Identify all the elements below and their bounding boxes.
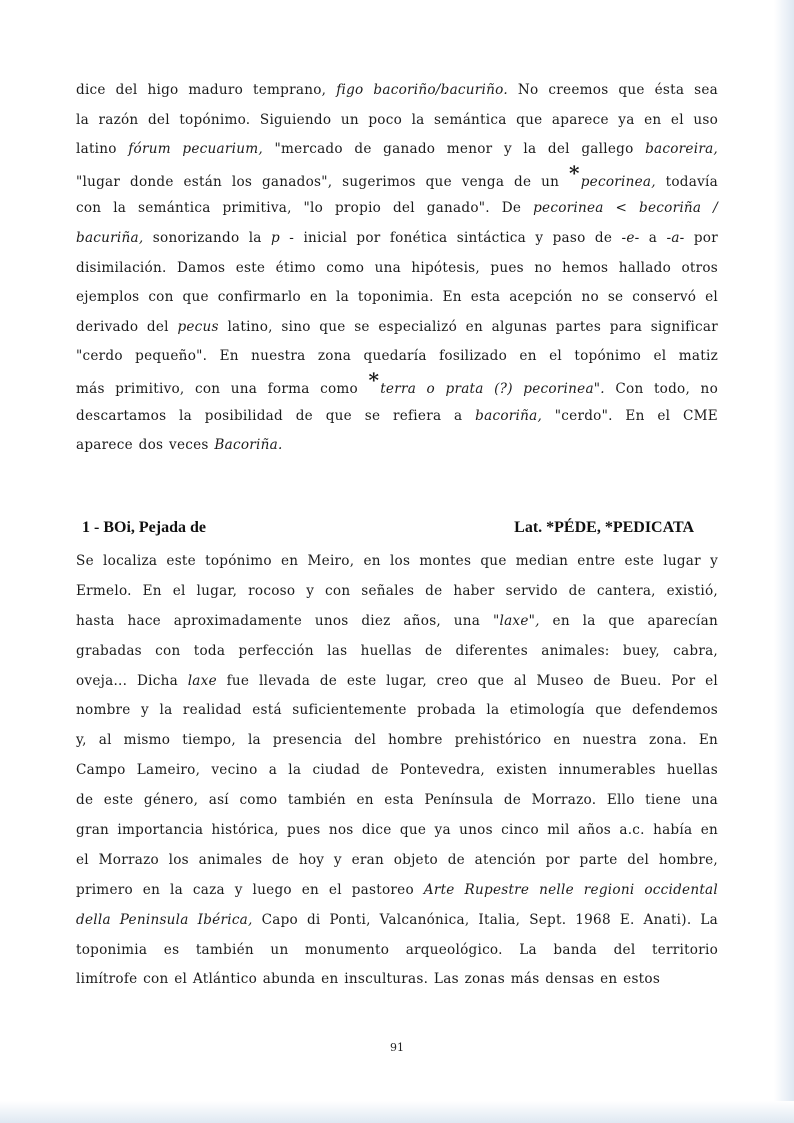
italic-term: terra o prata (?) pecorinea".: [380, 380, 605, 397]
italic-term: bacuriña,: [76, 229, 144, 246]
page-number: 91: [390, 1041, 404, 1054]
text-run: nombre y la realidad está suficientemente probada la etimología que defendemos: [76, 702, 718, 719]
text-run: el Morrazo los animales de hoy y eran objeto de atención por parte del hombre,: [76, 851, 718, 868]
text-run: primero en la caza y luego en el pastoreo: [76, 881, 424, 898]
text-run: Ermelo. En el lugar, rocoso y con señales de haber servido de cantera, existió,: [76, 582, 718, 599]
text-line: [76, 106, 718, 136]
italic-term: pecorinea,: [580, 173, 656, 190]
text-line: [76, 607, 718, 637]
text-run: y, al mismo tiempo, la presencia del hombre prehistórico en nuestra zona. En: [76, 732, 718, 749]
text-line: [76, 846, 718, 876]
text-line: [76, 160, 718, 195]
text-line: [76, 786, 718, 816]
text-run: oveja... Dicha: [76, 672, 188, 689]
text-line: [76, 254, 718, 284]
body-paragraph-1: [76, 76, 718, 461]
italic-term: pecorinea < becoriña /: [533, 200, 719, 217]
section-heading: [82, 516, 694, 542]
page-edge-shadow-right: [774, 0, 794, 1123]
text-line: [76, 936, 718, 966]
text-run: Capo di Ponti, Valcanónica, Italia, Sept. 1968 E. Anati). La: [252, 911, 718, 928]
text-run: de este género, así como también en esta Península de Morrazo. Ello tiene una: [76, 792, 718, 809]
italic-term: laxe: [187, 672, 217, 689]
text-run: toponimia es también un monumento arqueológico. La banda del territorio: [76, 941, 718, 958]
text-line: [76, 135, 718, 165]
text-run: descartamos la posibilidad de que se refiera a: [76, 407, 476, 424]
text-run: No creemos que ésta sea: [507, 82, 719, 98]
text-line: [76, 313, 718, 343]
text-line: [76, 965, 718, 995]
text-run: limítrofe con el Atlántico abunda en insculturas. Las zonas más densas en estos: [76, 971, 661, 988]
page-edge-shadow-bottom: [0, 1101, 794, 1123]
text-run: Campo Lameiro, vecino a la ciudad de Pontevedra, existen innumerables huellas: [76, 762, 718, 779]
text-run: disimilación. Damos este étimo como una hipótesis, pues no hemos hallado otros: [76, 259, 718, 276]
text-run: derivado del: [76, 318, 178, 335]
italic-term: della Peninsula Ibérica,: [76, 911, 253, 928]
heading-etymon: Lat. *PÉDE, *PEDICATA: [514, 519, 694, 536]
text-run: más primitivo, con una forma como: [76, 380, 369, 397]
text-line: [76, 667, 718, 697]
text-line: [76, 283, 718, 313]
text-line: [76, 76, 718, 106]
text-run: ejemplos con que confirmarlo en la toponimia. En esta acepción no se conservó el: [76, 289, 718, 306]
italic-term: Bacoriña.: [214, 437, 283, 454]
text-run: "cerdo pequeño". En nuestra zona quedaría fosilizado en el topónimo el matiz: [76, 348, 718, 365]
text-run: con la semántica primitiva, "lo propio del ganado". De: [76, 200, 534, 217]
text-line: [76, 402, 718, 432]
text-run: latino, sino que se especializó en algunas partes para significar: [218, 318, 719, 335]
text-line: [76, 816, 718, 846]
text-run: la razón del topónimo. Siguiendo un poco la semántica que aparece ya en el uso: [76, 111, 718, 128]
text-line: [76, 224, 718, 254]
text-run: grabadas con toda perfección las huellas de diferentes animales: buey, cabra,: [76, 642, 718, 659]
text-line: [76, 696, 718, 726]
text-line: [76, 367, 718, 402]
italic-term: pecus: [177, 318, 219, 335]
italic-term: figo bacoriño/bacuriño.: [336, 82, 508, 98]
text-run: por: [684, 229, 718, 246]
text-run: gran importancia histórica, pues nos dice que ya unos cinco mil años a.c. había en: [76, 822, 718, 839]
italic-term: fórum pecuarium,: [128, 141, 263, 158]
text-line: [76, 876, 718, 906]
text-run: dice del higo maduro temprano,: [76, 82, 337, 98]
text-run: hasta hace aproximadamente unos diez años, una: [76, 612, 493, 629]
italic-term: bacoreira,: [645, 141, 718, 158]
text-run: a: [639, 229, 667, 246]
italic-term: -a-: [666, 229, 685, 246]
reconstructed-form-asterisk: *: [568, 160, 580, 185]
text-line: [76, 577, 718, 607]
text-run: todavía: [655, 173, 718, 190]
body-paragraph-2: [76, 547, 718, 995]
text-run: aparece dos veces: [76, 437, 215, 454]
text-line: [76, 547, 718, 577]
text-run: Con todo, no: [604, 380, 718, 397]
text-run: Se localiza este topónimo en Meiro, en los montes que median entre este lugar y: [76, 553, 718, 569]
text-run: "lugar donde están los ganados", sugerimos que venga de un: [76, 173, 569, 190]
italic-term: -e-: [621, 229, 640, 246]
text-line: [76, 431, 718, 461]
text-line: [76, 756, 718, 786]
text-run: - inicial por fonética sintáctica y paso de: [279, 229, 622, 246]
italic-term: "laxe",: [492, 612, 540, 629]
text-run: latino: [76, 141, 129, 158]
text-run: "mercado de ganado menor y la del gallego: [262, 141, 646, 158]
reconstructed-form-asterisk: *: [368, 367, 380, 392]
text-run: sonorizando la: [143, 229, 271, 246]
text-line: [76, 342, 718, 372]
italic-term: Arte Rupestre nelle regioni occidental: [423, 881, 718, 898]
text-run: "cerdo". En el CME: [542, 407, 718, 424]
heading-toponym: 1 - BOi, Pejada de: [82, 519, 206, 536]
text-line: [76, 726, 718, 756]
italic-term: p: [271, 229, 280, 246]
text-line: [76, 637, 718, 667]
text-line: [76, 194, 718, 224]
text-run: en la que aparecían: [539, 612, 718, 629]
text-run: fue llevada de este lugar, creo que al Museo de Bueu. Por el: [216, 672, 718, 689]
text-line: [76, 906, 718, 936]
italic-term: bacoriña,: [475, 407, 543, 424]
